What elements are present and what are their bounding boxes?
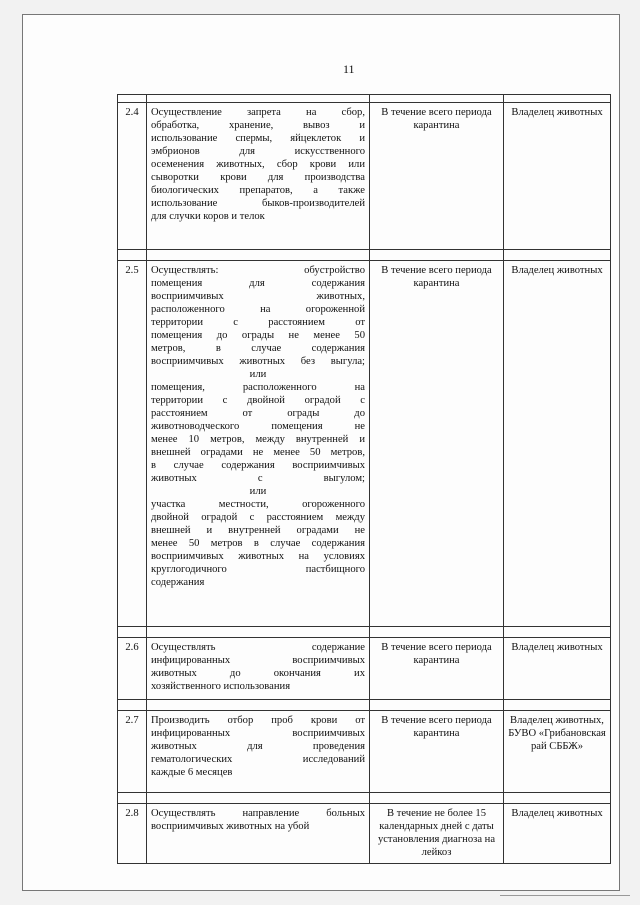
action-line: использование быков-производителей bbox=[151, 198, 365, 209]
action-line: расположенного на огороженной bbox=[151, 304, 365, 315]
action-line: или bbox=[249, 486, 267, 497]
action-line: или bbox=[249, 369, 267, 380]
action-line: животных с выгулом; bbox=[151, 473, 365, 484]
row-number: 2.8 bbox=[118, 804, 147, 864]
action-line: хозяйственного использования bbox=[151, 681, 291, 692]
action-line: биологических препаратов, а также bbox=[151, 185, 365, 196]
row-number: 2.6 bbox=[118, 638, 147, 700]
action-line: восприимчивых животных, bbox=[151, 291, 365, 302]
action-line: Осуществление запрета на сбор, bbox=[151, 107, 365, 118]
table-row bbox=[118, 711, 611, 793]
action-line: менее 10 метров, между внутренней и bbox=[151, 434, 365, 445]
action-line: помещения для содержания bbox=[151, 278, 365, 289]
action-line: восприимчивых животных без выгула; bbox=[151, 356, 365, 367]
responsible-cell: Владелец животных bbox=[504, 804, 611, 864]
action-cell bbox=[147, 804, 370, 864]
row-gap bbox=[118, 793, 611, 804]
action-line: территории с двойной оградой с bbox=[151, 395, 365, 406]
action-line: эмбрионов для искусственного bbox=[151, 146, 365, 157]
term-cell: В течение не более 15 календарных дней с даты установления диагноза на лейкоз bbox=[370, 804, 504, 864]
table-header-spacer bbox=[118, 95, 611, 103]
row-gap bbox=[118, 700, 611, 711]
responsible-cell: Владелец животных bbox=[504, 261, 611, 627]
action-line: в случае содержания восприимчивых bbox=[151, 460, 365, 471]
page-number: 11 bbox=[343, 62, 355, 76]
action-line: сыворотки крови для производства bbox=[151, 172, 365, 183]
row-number: 2.7 bbox=[118, 711, 147, 793]
action-line: каждые 6 месяцев bbox=[151, 767, 233, 778]
action-line: расстоянием от ограды до bbox=[151, 408, 365, 419]
action-line: восприимчивых животных на убой bbox=[151, 821, 310, 832]
table-row bbox=[118, 638, 611, 700]
action-line: для случки коров и телок bbox=[151, 211, 265, 222]
action-line: менее 50 метров в случае содержания bbox=[151, 538, 365, 549]
action-line: инфицированных восприимчивых bbox=[151, 655, 365, 666]
action-line: Производить отбор проб крови от bbox=[151, 715, 365, 726]
action-line: животноводческого помещения не bbox=[151, 421, 365, 432]
action-line: территории с расстоянием от bbox=[151, 317, 365, 328]
action-line: внешней оградами не менее 50 метров, bbox=[151, 447, 365, 458]
table-row bbox=[118, 804, 611, 864]
term-cell: В течение всего периода карантина bbox=[370, 711, 504, 793]
action-line: участка местности, огороженного bbox=[151, 499, 365, 510]
action-line: животных для проведения bbox=[151, 741, 365, 752]
term-cell: В течение всего периода карантина bbox=[370, 638, 504, 700]
action-line: содержания bbox=[151, 577, 205, 588]
action-line: обработка, хранение, вывоз и bbox=[151, 120, 365, 131]
table-row bbox=[118, 261, 611, 627]
action-line: животных до окончания их bbox=[151, 668, 365, 679]
row-gap bbox=[118, 627, 611, 638]
action-line: помещения до ограды не менее 50 bbox=[151, 330, 365, 341]
action-cell bbox=[147, 638, 370, 700]
responsible-cell: Владелец животных bbox=[504, 103, 611, 250]
action-line: Осуществлять: обустройство bbox=[151, 265, 365, 276]
responsible-cell: Владелец животных bbox=[504, 638, 611, 700]
action-line: осеменения животных, сбор крови или bbox=[151, 159, 365, 170]
action-line: восприимчивых животных на условиях bbox=[151, 551, 365, 562]
footer-rule bbox=[500, 895, 630, 896]
action-line: гематологических исследований bbox=[151, 754, 365, 765]
responsible-cell: Владелец животных, БУВО «Грибановская рай СББЖ» bbox=[504, 711, 611, 793]
action-line: Осуществлять направление больных bbox=[151, 808, 365, 819]
action-line: использование спермы, яйцеклеток и bbox=[151, 133, 365, 144]
action-line: инфицированных восприимчивых bbox=[151, 728, 365, 739]
action-cell bbox=[147, 261, 370, 627]
action-line: внешней и внутренней оградами не bbox=[151, 525, 365, 536]
table-row bbox=[118, 103, 611, 250]
action-line: помещения, расположенного на bbox=[151, 382, 365, 393]
action-cell bbox=[147, 711, 370, 793]
term-cell: В течение всего периода карантина bbox=[370, 103, 504, 250]
action-line: круглогодичного пастбищного bbox=[151, 564, 365, 575]
action-line: метров, в случае содержания bbox=[151, 343, 365, 354]
action-cell bbox=[147, 103, 370, 250]
action-line: двойной оградой с расстоянием между bbox=[151, 512, 365, 523]
row-number: 2.4 bbox=[118, 103, 147, 250]
row-gap bbox=[118, 250, 611, 261]
row-number: 2.5 bbox=[118, 261, 147, 627]
term-cell: В течение всего периода карантина bbox=[370, 261, 504, 627]
measures-table bbox=[117, 94, 611, 864]
action-line: Осуществлять содержание bbox=[151, 642, 365, 653]
